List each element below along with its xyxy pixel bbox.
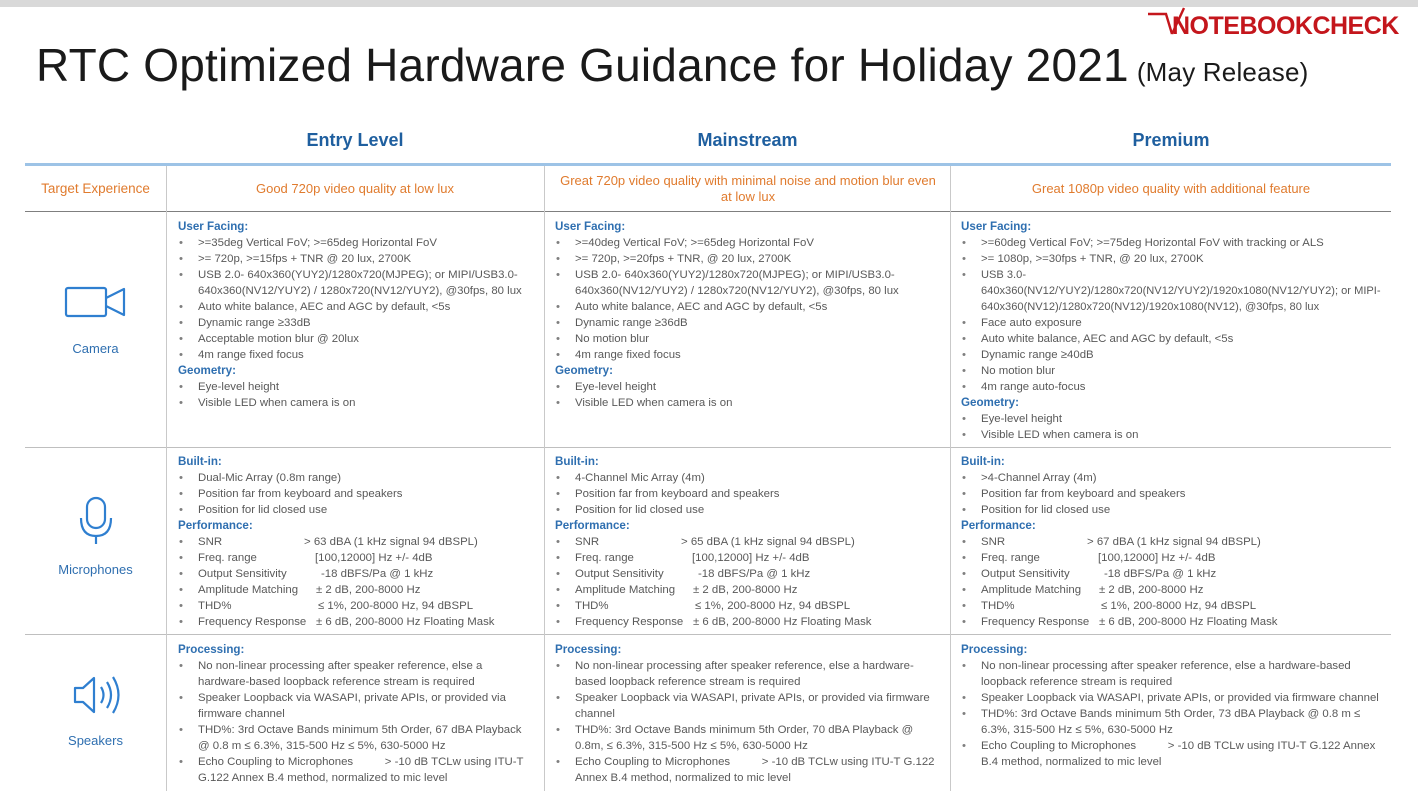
perf-item-frequency-response: • Frequency Response ± 6 dB, 200-8000 Hz Floating Mask — [961, 614, 1386, 630]
perf-item-frequency-response: • Frequency Response ± 6 dB, 200-8000 Hz Floating Mask — [178, 614, 538, 630]
section-heading: Geometry: — [178, 364, 236, 377]
perf-item-thd: • THD% ≤ 1%, 200-8000 Hz, 94 dBSPL — [178, 598, 538, 614]
column-divider — [950, 166, 951, 791]
perf-item-snr: • SNR > 67 dBA (1 kHz signal 94 dBSPL) — [961, 534, 1386, 550]
target-experience-label: Target Experience — [41, 181, 150, 196]
spec-item: • Visible LED when camera is on — [178, 395, 538, 411]
spec-item: • Echo Coupling to Microphones > -10 dB TCLw using ITU-T G.122 Annex B.4 method, normalized to mic level — [555, 754, 943, 786]
spec-item: • >=35deg Vertical FoV; >=65deg Horizontal FoV — [178, 235, 538, 251]
spec-item: • >=60deg Vertical FoV; >=75deg Horizontal FoV with tracking or ALS — [961, 235, 1386, 251]
target-mainstream: Great 720p video quality with minimal noise and motion blur even at low lux — [560, 172, 936, 204]
row-label-microphones: Microphones — [58, 562, 133, 577]
spec-item: • Speaker Loopback via WASAPI, private APIs, or provided via firmware channel — [178, 690, 536, 722]
spec-item: • No non-linear processing after speaker reference, else a hardware-based loopback reference stream is required — [961, 658, 1383, 690]
perf-item-sensitivity: • Output Sensitivity -18 dBFS/Pa @ 1 kHz — [555, 566, 945, 582]
perf-item-freq: • Freq. range [100,12000] Hz +/- 4dB — [555, 550, 945, 566]
row-label-camera: Camera — [72, 341, 119, 356]
target-premium: Great 1080p video quality with additional feature — [1031, 180, 1311, 196]
spec-item: • Position far from keyboard and speakers — [555, 486, 945, 502]
spec-item: • Position far from keyboard and speakers — [178, 486, 538, 502]
spec-item: • Echo Coupling to Microphones > -10 dB TCLw using ITU-T G.122 Annex B.4 method, normalized to mic level — [178, 754, 536, 786]
column-header-mainstream: Mainstream — [697, 130, 798, 150]
spec-item: • >= 1080p, >=30fps + TNR, @ 20 lux, 2700K — [961, 251, 1386, 267]
perf-item-freq: • Freq. range [100,12000] Hz +/- 4dB — [961, 550, 1386, 566]
section-heading: User Facing: — [555, 220, 626, 233]
microphones-row-rule — [25, 634, 1391, 635]
column-divider — [166, 166, 167, 791]
spec-item: • Auto white balance, AEC and AGC by default, <5s — [178, 299, 538, 315]
camera-row-rule — [25, 447, 1391, 448]
spec-item: • Position far from keyboard and speakers — [961, 486, 1386, 502]
spec-item: • Visible LED when camera is on — [555, 395, 945, 411]
page-title: RTC Optimized Hardware Guidance for Holiday 2021 (May Release) — [36, 39, 1309, 91]
section-heading: Processing: — [178, 643, 245, 656]
spec-item: • Echo Coupling to Microphones > -10 dB TCLw using ITU-T G.122 Annex B.4 method, normalized to mic level — [961, 738, 1383, 770]
section-heading: Processing: — [555, 643, 622, 656]
spec-item: • USB 2.0- 640x360(YUY2)/1280x720(MJPEG); or MIPI/USB3.0- 640x360(NV12/YUY2) / 1280x720(NV12/YUY2), @30fps, 80 lux — [178, 267, 538, 299]
spec-item: • Dynamic range ≥40dB — [961, 347, 1386, 363]
section-heading: User Facing: — [961, 220, 1032, 233]
spec-item: • Speaker Loopback via WASAPI, private APIs, or provided via firmware channel — [555, 690, 943, 722]
spec-item: • Position for lid closed use — [555, 502, 945, 518]
spec-item: • Position for lid closed use — [178, 502, 538, 518]
spec-item: • Acceptable motion blur @ 20lux — [178, 331, 538, 347]
section-heading: Built-in: — [555, 455, 599, 468]
microphones-mainstream-cell — [555, 454, 945, 630]
page-subtitle: (May Release) — [1136, 57, 1309, 87]
perf-item-amplitude: • Amplitude Matching ± 2 dB, 200-8000 Hz — [178, 582, 538, 598]
column-header-entry: Entry Level — [306, 130, 404, 150]
column-header-premium: Premium — [1132, 130, 1210, 150]
spec-item: • THD%: 3rd Octave Bands minimum 5th Order, 73 dBA Playback @ 0.8 m ≤ 6.3%, 315-500 Hz ≤ 5%, 630-5000 Hz — [961, 706, 1383, 738]
spec-item: • Dynamic range ≥36dB — [555, 315, 945, 331]
logo-wordmark: NOTEBOOKCHECK — [1172, 12, 1399, 40]
spec-item: • >4-Channel Array (4m) — [961, 470, 1386, 486]
section-heading: Performance: — [555, 519, 630, 532]
spec-item: • >=40deg Vertical FoV; >=65deg Horizontal FoV — [555, 235, 945, 251]
spec-item: • >= 720p, >=20fps + TNR, @ 20 lux, 2700K — [555, 251, 945, 267]
spec-item: • Visible LED when camera is on — [961, 427, 1386, 443]
section-heading: Geometry: — [961, 396, 1019, 409]
perf-item-snr: • SNR > 63 dBA (1 kHz signal 94 dBSPL) — [178, 534, 538, 550]
perf-item-amplitude: • Amplitude Matching ± 2 dB, 200-8000 Hz — [961, 582, 1386, 598]
target-entry: Good 720p video quality at low lux — [255, 180, 454, 196]
spec-item: • Dynamic range ≥33dB — [178, 315, 538, 331]
spec-item: • No non-linear processing after speaker reference, else a hardware-based loopback reference stream is required — [178, 658, 536, 690]
spec-item: • No motion blur — [555, 331, 945, 347]
row-label-speakers: Speakers — [68, 733, 123, 748]
perf-item-sensitivity: • Output Sensitivity -18 dBFS/Pa @ 1 kHz — [961, 566, 1386, 582]
spec-item: • Auto white balance, AEC and AGC by default, <5s — [961, 331, 1386, 347]
perf-item-thd: • THD% ≤ 1%, 200-8000 Hz, 94 dBSPL — [961, 598, 1386, 614]
target-row-rule — [25, 211, 1391, 212]
notebookcheck-logo — [1146, 4, 1408, 44]
speakers-mainstream-cell — [555, 642, 943, 786]
spec-item: • >= 720p, >=15fps + TNR @ 20 lux, 2700K — [178, 251, 538, 267]
spec-item: • Face auto exposure — [961, 315, 1386, 331]
spec-item: • Speaker Loopback via WASAPI, private APIs, or provided via firmware channel — [961, 690, 1383, 706]
camera-premium-cell — [961, 219, 1386, 443]
microphone-icon — [78, 496, 114, 546]
spec-item: • Eye-level height — [178, 379, 538, 395]
speaker-icon — [72, 674, 126, 716]
section-heading: Built-in: — [178, 455, 222, 468]
spec-item: • 4m range fixed focus — [555, 347, 945, 363]
camera-mainstream-cell — [555, 219, 945, 411]
spec-item: • No motion blur — [961, 363, 1386, 379]
spec-item: • THD%: 3rd Octave Bands minimum 5th Order, 67 dBA Playback @ 0.8 m ≤ 6.3%, 315-500 Hz ≤ 5%, 630-5000 Hz — [178, 722, 536, 754]
perf-item-amplitude: • Amplitude Matching ± 2 dB, 200-8000 Hz — [555, 582, 945, 598]
camera-entry-cell — [178, 219, 538, 411]
perf-item-freq: • Freq. range [100,12000] Hz +/- 4dB — [178, 550, 538, 566]
spec-item: • Eye-level height — [555, 379, 945, 395]
speakers-entry-cell — [178, 642, 536, 786]
section-heading: Built-in: — [961, 455, 1005, 468]
perf-item-sensitivity: • Output Sensitivity -18 dBFS/Pa @ 1 kHz — [178, 566, 538, 582]
section-heading: User Facing: — [178, 220, 249, 233]
spec-item: • Position for lid closed use — [961, 502, 1386, 518]
section-heading: Performance: — [178, 519, 253, 532]
spec-item: • USB 3.0- 640x360(NV12/YUY2)/1280x720(NV12/YUY2)/1920x1080(NV12/YUY2); or MIPI- 640x360(NV12)/1280x720(NV12)/1920x1080(NV12), @30fps, 80 lux — [961, 267, 1386, 315]
perf-item-snr: • SNR > 65 dBA (1 kHz signal 94 dBSPL) — [555, 534, 945, 550]
video-camera-icon — [64, 285, 128, 321]
microphones-premium-cell — [961, 454, 1386, 630]
column-divider — [544, 166, 545, 791]
spec-item: • 4m range fixed focus — [178, 347, 538, 363]
spec-item: • 4m range auto-focus — [961, 379, 1386, 395]
spec-item: • USB 2.0- 640x360(YUY2)/1280x720(MJPEG); or MIPI/USB3.0- 640x360(NV12/YUY2) / 1280x720(NV12/YUY2), @30fps, 80 lux — [555, 267, 945, 299]
microphones-entry-cell — [178, 454, 538, 630]
spec-item: • Auto white balance, AEC and AGC by default, <5s — [555, 299, 945, 315]
section-heading: Processing: — [961, 643, 1028, 656]
perf-item-thd: • THD% ≤ 1%, 200-8000 Hz, 94 dBSPL — [555, 598, 945, 614]
spec-item: • Dual-Mic Array (0.8m range) — [178, 470, 538, 486]
spec-item: • Eye-level height — [961, 411, 1386, 427]
section-heading: Geometry: — [555, 364, 613, 377]
spec-item: • THD%: 3rd Octave Bands minimum 5th Order, 70 dBA Playback @ 0.8m, ≤ 6.3%, 315-500 Hz ≤ 5%, 630-5000 Hz — [555, 722, 943, 754]
section-heading: Performance: — [961, 519, 1036, 532]
spec-item: • No non-linear processing after speaker reference, else a hardware-based loopback reference stream is required — [555, 658, 943, 690]
speakers-premium-cell — [961, 642, 1383, 770]
spec-item: • 4-Channel Mic Array (4m) — [555, 470, 945, 486]
perf-item-frequency-response: • Frequency Response ± 6 dB, 200-8000 Hz Floating Mask — [555, 614, 945, 630]
